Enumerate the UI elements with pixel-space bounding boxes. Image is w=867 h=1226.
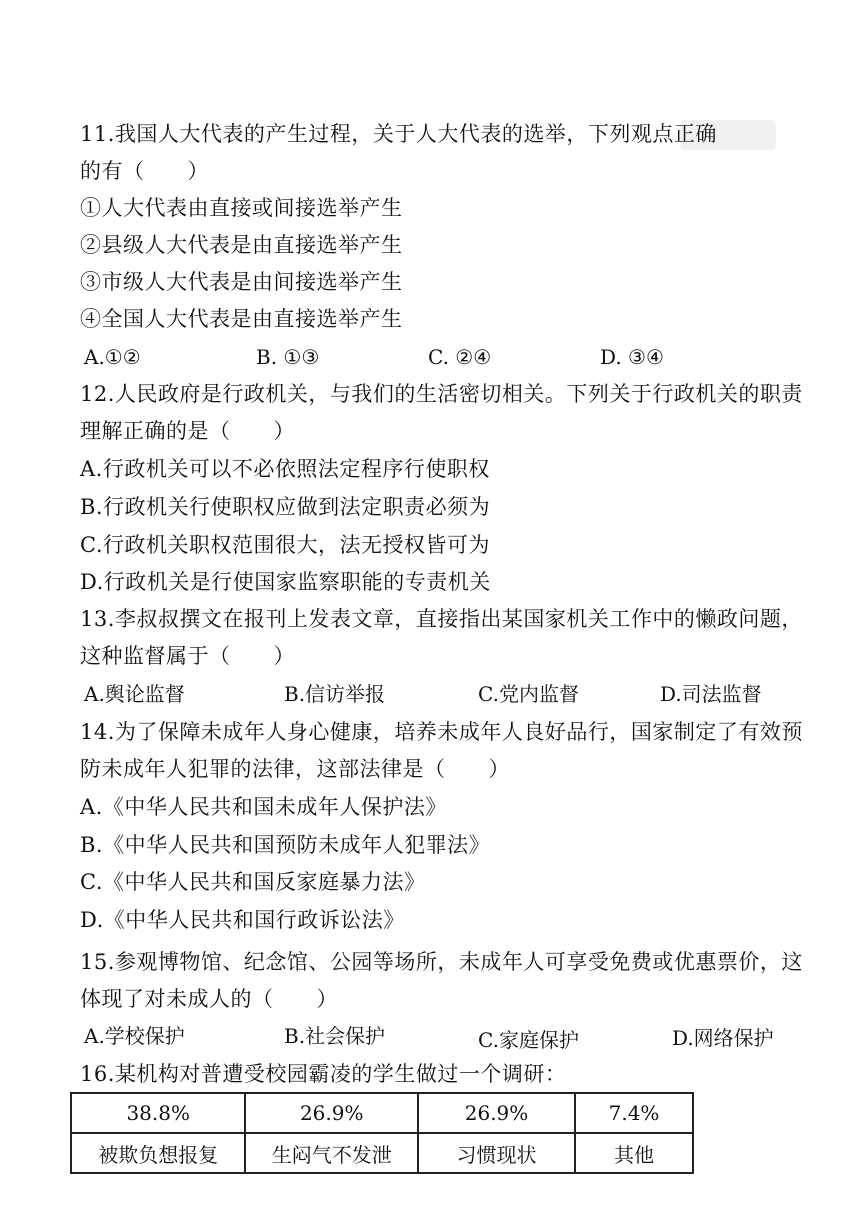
q12-option-a: A.行政机关可以不必依照法定程序行使职权 xyxy=(80,457,490,481)
q11-statement-4: ④全国人大代表是由直接选举产生 xyxy=(80,307,403,331)
q13-option-c: C.党内监督 xyxy=(478,682,579,706)
survey-percent-cell: 26.9% xyxy=(418,1093,575,1133)
q12-option-b: B.行政机关行使职权应做到法定职责必须为 xyxy=(80,495,491,519)
q11-stem-line1: 11.我国人大代表的产生过程，关于人大代表的选举，下列观点正确 xyxy=(80,122,717,146)
survey-percent-row xyxy=(71,1093,693,1133)
q15-stem-line2: 体现了对未成人的（ ） xyxy=(80,987,338,1011)
survey-label-cell: 其他 xyxy=(575,1133,693,1173)
q14-option-b: B.《中华人民共和国预防未成年人犯罪法》 xyxy=(80,833,491,857)
q11-option-b: B. ①③ xyxy=(256,345,320,369)
q12-stem-line2: 理解正确的是（ ） xyxy=(80,419,295,443)
q11-option-c: C. ②④ xyxy=(428,345,492,369)
q15-stem-line1: 15.参观博物馆、纪念馆、公园等场所，未成年人可享受免费或优惠票价，这 xyxy=(80,950,803,974)
survey-label-row xyxy=(71,1133,693,1173)
q13-option-d: D.司法监督 xyxy=(660,682,762,706)
q13-option-a: A.舆论监督 xyxy=(84,682,185,706)
q11-stem-line2: 的有（ ） xyxy=(80,159,209,183)
q14-stem-line1: 14.为了保障未成年人身心健康，培养未成年人良好品行，国家制定了有效预 xyxy=(80,720,803,744)
survey-label-cell: 习惯现状 xyxy=(418,1133,575,1173)
survey-label-cell: 生闷气不发泄 xyxy=(245,1133,418,1173)
q15-option-c: C.家庭保护 xyxy=(478,1028,579,1052)
q15-option-d: D.网络保护 xyxy=(672,1026,774,1050)
q15-option-a: A.学校保护 xyxy=(84,1024,185,1048)
q11-option-a: A.①② xyxy=(84,345,141,369)
q12-option-c: C.行政机关职权范围很大，法无授权皆可为 xyxy=(80,533,490,557)
q13-stem-line1: 13.李叔叔撰文在报刊上发表文章，直接指出某国家机关工作中的懒政问题， xyxy=(80,607,803,631)
q12-stem-line1: 12.人民政府是行政机关，与我们的生活密切相关。下列关于行政机关的职责 xyxy=(80,382,803,406)
q14-option-a: A.《中华人民共和国未成年人保护法》 xyxy=(80,795,447,819)
survey-table xyxy=(70,1092,694,1174)
survey-label-cell: 被欺负想报复 xyxy=(71,1133,245,1173)
q16-stem: 16.某机构对普遭受校园霸凌的学生做过一个调研： xyxy=(80,1062,567,1086)
survey-percent-cell: 26.9% xyxy=(245,1093,418,1133)
survey-percent-cell: 38.8% xyxy=(71,1093,245,1133)
q14-option-d: D.《中华人民共和国行政诉讼法》 xyxy=(80,908,405,932)
q11-option-d: D. ③④ xyxy=(600,345,664,369)
q12-option-d: D.行政机关是行使国家监察职能的专责机关 xyxy=(80,570,491,594)
survey-percent-cell: 7.4% xyxy=(575,1093,693,1133)
q13-option-b: B.信访举报 xyxy=(284,682,386,706)
q14-option-c: C.《中华人民共和国反家庭暴力法》 xyxy=(80,870,426,894)
q13-stem-line2: 这种监督属于（ ） xyxy=(80,644,295,668)
q15-option-b: B.社会保护 xyxy=(284,1024,386,1048)
q11-statement-1: ①人大代表由直接或间接选举产生 xyxy=(80,196,403,220)
q11-statement-2: ②县级人大代表是由直接选举产生 xyxy=(80,233,403,257)
q14-stem-line2: 防未成年人犯罪的法律，这部法律是（ ） xyxy=(80,757,510,781)
q11-statement-3: ③市级人大代表是由间接选举产生 xyxy=(80,270,403,294)
